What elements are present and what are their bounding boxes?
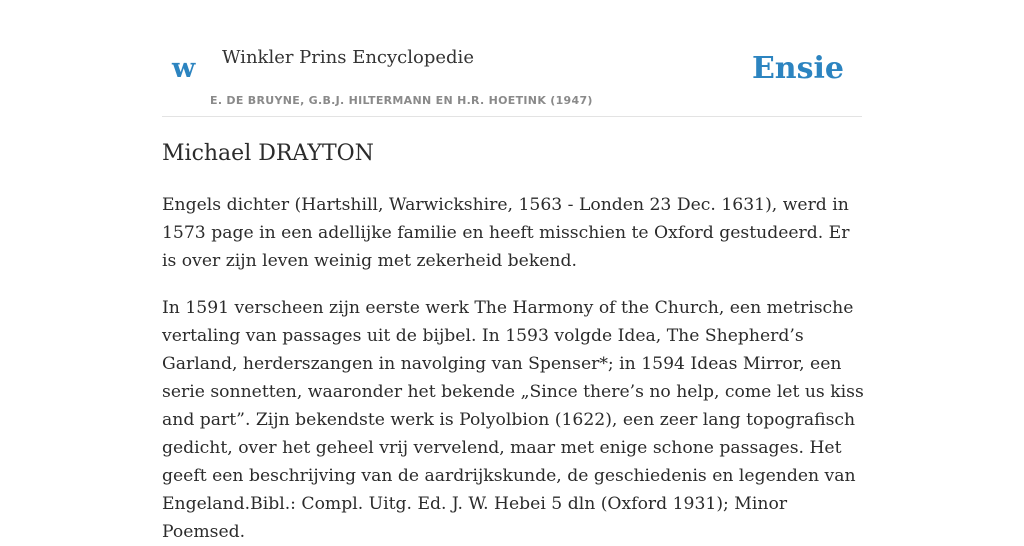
- source-title[interactable]: Winkler Prins Encyclopedie: [222, 47, 474, 68]
- source-authors: E. DE BRUYNE, G.B.J. HILTERMANN EN H.R. HOETINK (1947): [210, 94, 593, 107]
- winkler-prins-logo[interactable]: w: [172, 53, 196, 84]
- site-header: [162, 0, 862, 117]
- article-paragraph: Engels dichter (Hartshill, Warwickshire, 1563 - Londen 23 Dec. 1631), werd in 1573 page in een adellijke familie en heeft misschien te Oxford gestudeerd. Er is over zijn leven weinig met zekerheid bekend.: [162, 195, 850, 271]
- article: [162, 136, 866, 546]
- article-paragraph: In 1591 verscheen zijn eerste werk The Harmony of the Church, een metrische vertaling van passages uit de bijbel. In 1593 volgde Idea, The Shepherd’s Garland, herderszangen in navolging van Spenser*; in 1594 Ideas Mirror, een serie sonnetten, waaronder het bekende „Since there’s no help, come let us kiss and part”. Zijn bekendste werk is Polyolbion (1622), een zeer lang topografisch gedicht, over het geheel vrij vervelend, maar met enige schone passages. Het geeft een beschrijving van de aardrijkskunde, de geschiedenis en legenden van Engeland.Bibl.: Compl. Uitg. Ed. J. W. Hebei 5 dln (Oxford 1931); Minor Poemsed.: [162, 298, 864, 542]
- ensie-logo[interactable]: Ensie: [751, 51, 844, 86]
- article-title: Michael DRAYTON: [162, 141, 374, 166]
